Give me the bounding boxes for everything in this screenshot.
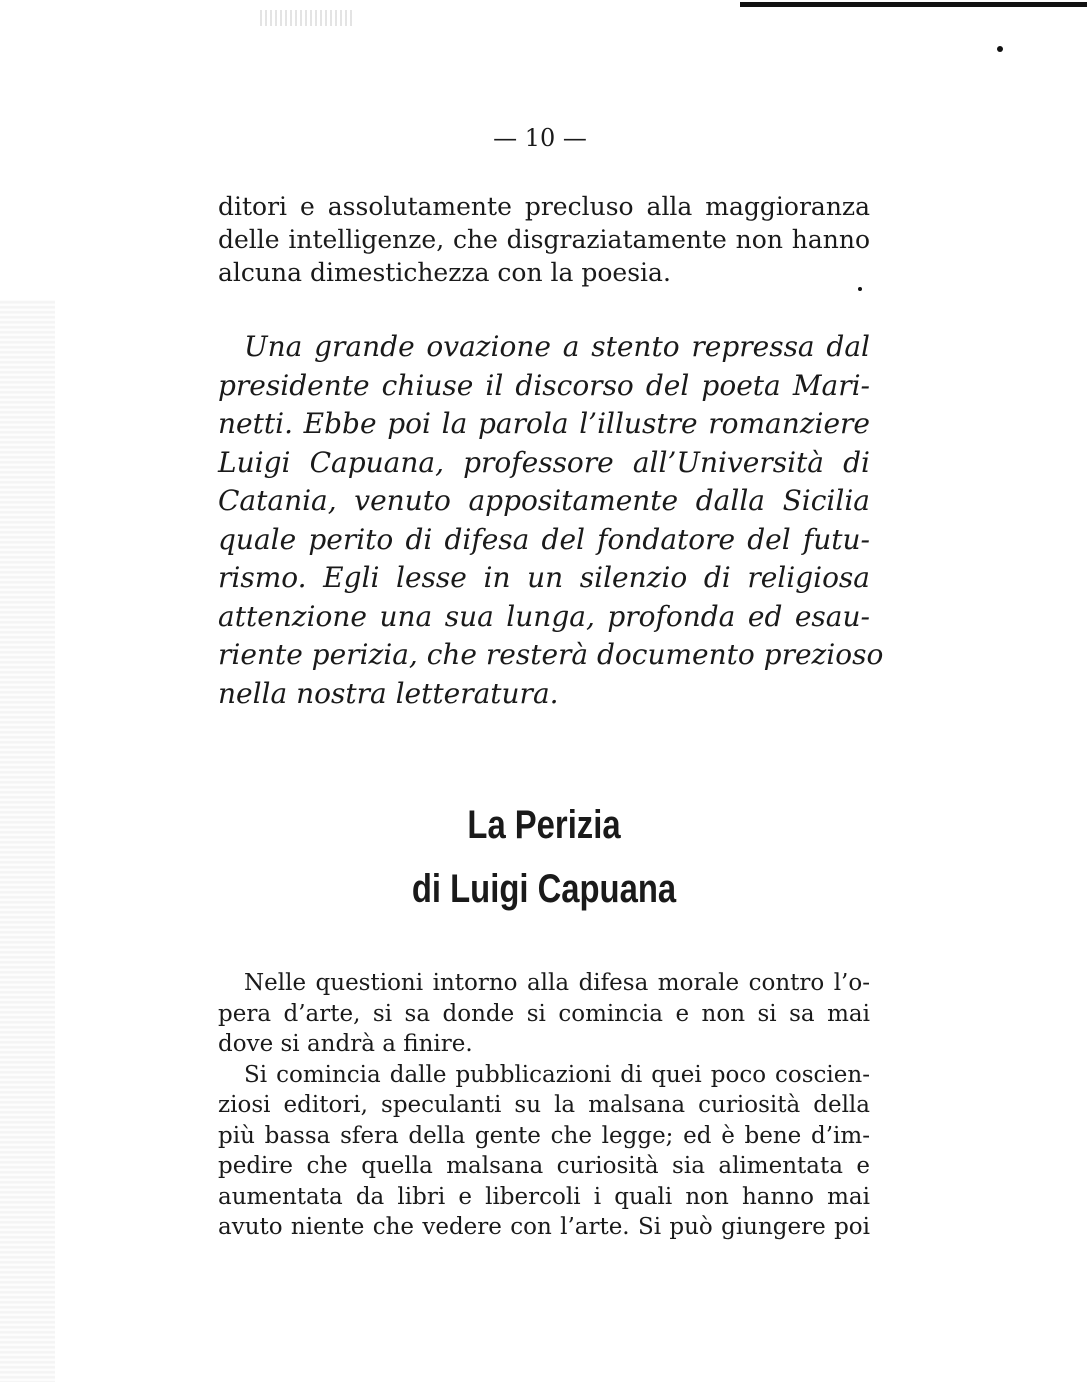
page-number: — 10 — — [493, 124, 587, 152]
scan-left-edge — [0, 300, 55, 1382]
text-line: ditori e assolutamente precluso alla maggioranza — [218, 192, 870, 221]
scan-top-rule — [740, 2, 1087, 7]
text-line: più bassa sfera della gente che legge; ed è bene d’im- — [218, 1122, 870, 1149]
text-line: netti. Ebbe poi la parola l’illustre romanziere — [218, 407, 870, 440]
text-line: Nelle questioni intorno alla difesa morale contro l’o- — [244, 970, 870, 996]
text-line: Una grande ovazione a stento repressa dal — [244, 330, 870, 363]
body-paragraphs — [218, 968, 870, 1243]
text-line: delle intelligenze, che disgraziatamente non hanno — [218, 225, 870, 254]
section-heading-line-2: di Luigi Capuana — [411, 867, 677, 911]
text-line: alcuna dimestichezza con la poesia. — [218, 258, 671, 287]
text-line: presidente chiuse il discorso del poeta Mari- — [218, 368, 870, 402]
text-line: attenzione una sua lunga, profonda ed esau- — [218, 599, 870, 633]
text-line: pedire che quella malsana curiosità sia alimentata e — [218, 1153, 870, 1179]
text-line: pera d’arte, si sa donde si comincia e non si sa mai — [218, 1000, 870, 1027]
text-line: riente perizia, che resterà documento prezioso — [218, 638, 884, 671]
scan-speck — [997, 46, 1003, 52]
text-line: Si comincia dalle pubblicazioni di quei poco coscien- — [244, 1061, 870, 1088]
section-heading-line-1: La Perizia — [467, 803, 621, 847]
text-line: Catania, venuto appositamente dalla Sicilia — [218, 484, 870, 517]
intro-paragraph — [218, 190, 870, 289]
text-line: Luigi Capuana, professore all’Università di — [218, 445, 870, 479]
text-line: quale perito di difesa del fondatore del futu- — [218, 522, 870, 556]
text-line: nella nostra letteratura. — [218, 676, 559, 710]
text-line: ziosi editori, speculanti su la malsana curiosità della — [218, 1092, 870, 1118]
text-line: dove si andrà a finire. — [218, 1031, 473, 1057]
scan-top-noise — [260, 10, 355, 26]
text-line: avuto niente che vedere con l’arte. Si può giungere poi — [218, 1214, 870, 1240]
italic-report-paragraph — [218, 328, 884, 713]
text-line: rismo. Egli lesse in un silenzio di religiosa — [218, 561, 870, 594]
text-line: aumentata da libri e libercoli i quali non hanno mai — [218, 1183, 870, 1210]
